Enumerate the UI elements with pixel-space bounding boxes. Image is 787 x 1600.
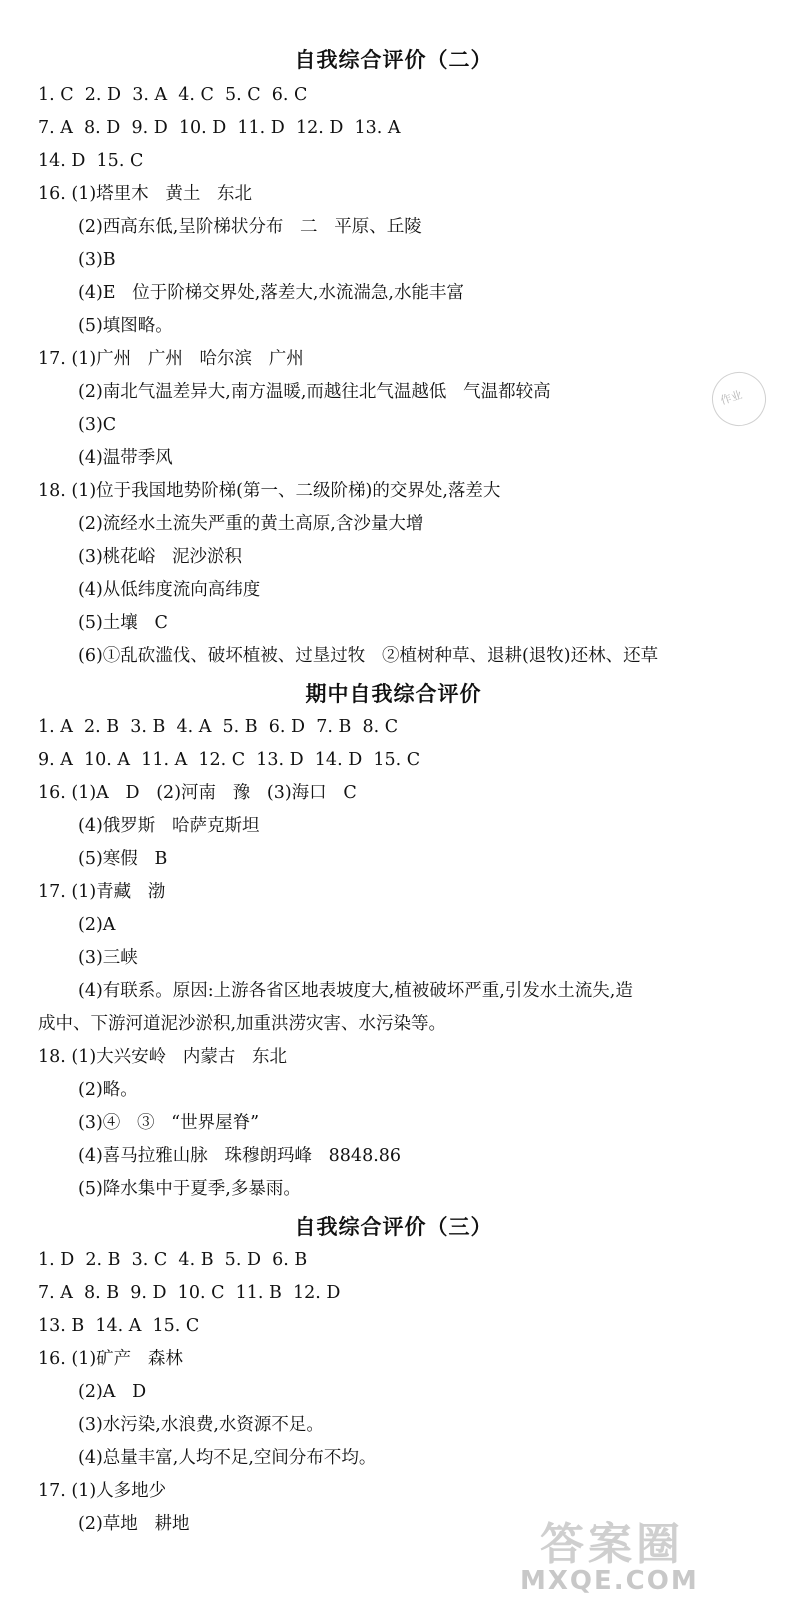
answer-line: (3)水污染,水浪费,水资源不足。 xyxy=(78,1415,324,1435)
watermark-url: MXQE.COM xyxy=(520,1566,699,1596)
answer-line: (4)俄罗斯 哈萨克斯坦 xyxy=(78,816,260,836)
answer-line: 16. (1)塔里木 黄土 东北 xyxy=(38,184,253,204)
answer-line: 18. (1)位于我国地势阶梯(第一、二级阶梯)的交界处,落差大 xyxy=(38,481,501,501)
answer-line: 16. (1)A D (2)河南 豫 (3)海口 C xyxy=(38,783,357,803)
stamp-mark xyxy=(705,365,773,433)
answer-line: (3)④ ③ “世界屋脊” xyxy=(78,1113,260,1133)
section-title: 自我综合评价（二） xyxy=(294,48,493,72)
stamp-text: 作业 xyxy=(718,388,744,408)
answer-line: (3)C xyxy=(78,415,117,435)
answer-line: 1. D 2. B 3. C 4. B 5. D 6. B xyxy=(38,1250,308,1270)
watermark-logo xyxy=(510,1508,780,1598)
answer-line: (2)A D xyxy=(78,1382,147,1402)
answer-line: (4)有联系。原因:上游各省区地表坡度大,植被破坏严重,引发水土流失,造 xyxy=(78,981,633,1001)
answer-line: (3)B xyxy=(78,250,116,270)
answer-line: (4)温带季风 xyxy=(78,448,173,468)
answer-line: 1. C 2. D 3. A 4. C 5. C 6. C xyxy=(38,85,308,105)
answer-line: 成中、下游河道泥沙淤积,加重洪涝灾害、水污染等。 xyxy=(38,1014,447,1034)
answer-line: (2)略。 xyxy=(78,1080,138,1100)
answer-line: 7. A 8. B 9. D 10. C 11. B 12. D xyxy=(38,1283,341,1303)
answer-line: 14. D 15. C xyxy=(38,151,144,171)
section-title: 期中自我综合评价 xyxy=(305,682,482,706)
watermark-text: 答案圈 xyxy=(540,1519,684,1570)
answer-line: (4)从低纬度流向高纬度 xyxy=(78,580,261,600)
answer-line: (2)西高东低,呈阶梯状分布 二 平原、丘陵 xyxy=(78,217,422,237)
answer-line: (5)填图略。 xyxy=(78,316,173,336)
answer-line: (3)桃花峪 泥沙淤积 xyxy=(78,547,242,567)
answer-line: (4)E 位于阶梯交界处,落差大,水流湍急,水能丰富 xyxy=(78,283,464,303)
answer-line: 9. A 10. A 11. A 12. C 13. D 14. D 15. C xyxy=(38,750,421,770)
answer-line: 7. A 8. D 9. D 10. D 11. D 12. D 13. A xyxy=(38,118,401,138)
answer-line: (2)草地 耕地 xyxy=(78,1514,190,1534)
answer-line: (4)总量丰富,人均不足,空间分布不均。 xyxy=(78,1448,377,1468)
answer-line: (3)三峡 xyxy=(78,948,138,968)
answer-line: 17. (1)青藏 渤 xyxy=(38,882,166,902)
answer-line: 18. (1)大兴安岭 内蒙古 东北 xyxy=(38,1047,288,1067)
answer-line: (4)喜马拉雅山脉 珠穆朗玛峰 8848.86 xyxy=(78,1146,402,1166)
answer-line: (2)南北气温差异大,南方温暖,而越往北气温越低 气温都较高 xyxy=(78,382,551,402)
answer-line: 17. (1)广州 广州 哈尔滨 广州 xyxy=(38,349,304,369)
answer-line: (5)寒假 B xyxy=(78,849,168,869)
answer-line: (5)土壤 C xyxy=(78,613,168,633)
answer-line: 17. (1)人多地少 xyxy=(38,1481,167,1501)
section-title: 自我综合评价（三） xyxy=(294,1215,493,1239)
answer-line: (2)A xyxy=(78,915,116,935)
answer-line: 13. B 14. A 15. C xyxy=(38,1316,200,1336)
answer-line: 16. (1)矿产 森林 xyxy=(38,1349,183,1369)
answer-line: (5)降水集中于夏季,多暴雨。 xyxy=(78,1179,301,1199)
answer-line: (6)①乱砍滥伐、破坏植被、过垦过牧 ②植树种草、退耕(退牧)还林、还草 xyxy=(78,646,659,666)
answer-line: (2)流经水土流失严重的黄土高原,含沙量大增 xyxy=(78,514,424,534)
answer-line: 1. A 2. B 3. B 4. A 5. B 6. D 7. B 8. C xyxy=(38,717,399,737)
